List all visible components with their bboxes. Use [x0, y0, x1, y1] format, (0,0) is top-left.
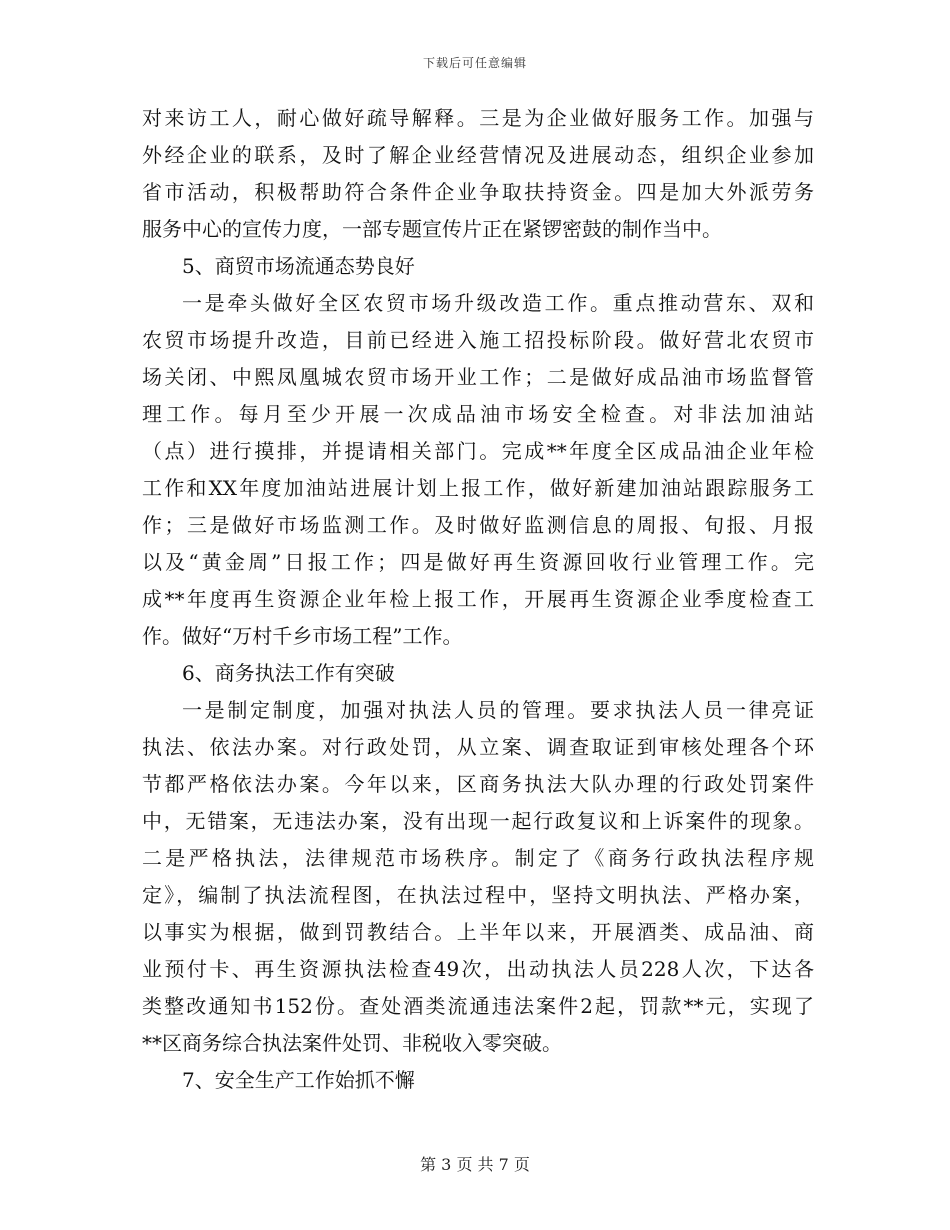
page-header: 下载后可任意编辑: [422, 56, 527, 70]
section-heading: 5、商贸市场流通态势良好: [182, 254, 415, 278]
paragraph-line: 一是制定制度，加强对执法人员的管理。要求执法人员一律亮证: [182, 698, 814, 722]
paragraph-line: 成**年度再生资源企业年检上报工作，开展再生资源企业季度检查工: [142, 587, 814, 611]
paragraph-line: 二是严格执法，法律规范市场秩序。制定了《商务行政执法程序规: [142, 846, 814, 870]
paragraph-line: （点）进行摸排，并提请相关部门。完成**年度全区成品油企业年检: [142, 439, 814, 463]
paragraph-line: 外经企业的联系，及时了解企业经营情况及进展动态，组织企业参加: [142, 143, 814, 167]
paragraph-line: 业预付卡、再生资源执法检查49次，出动执法人员228人次，下达各: [142, 957, 814, 981]
document-body: [142, 100, 814, 1099]
paragraph-line: 服务中心的宣传力度，一部专题宣传片正在紧锣密鼓的制作当中。: [142, 217, 722, 241]
paragraph-line: 定》，编制了执法流程图，在执法过程中，坚持文明执法、严格办案，: [142, 883, 814, 907]
paragraph-line: 执法、依法办案。对行政处罚，从立案、调查取证到审核处理各个环: [142, 735, 814, 759]
paragraph-line: 场关闭、中熙凤凰城农贸市场开业工作；二是做好成品油市场监督管: [142, 365, 814, 389]
section-heading: 7、安全生产工作始抓不懈: [182, 1068, 415, 1092]
paragraph-line: 节都严格依法办案。今年以来，区商务执法大队办理的行政处罚案件: [142, 772, 814, 796]
paragraph-line: 类整改通知书152份。查处酒类流通违法案件2起，罚款**元，实现了: [142, 994, 814, 1018]
paragraph-line: 一是牵头做好全区农贸市场升级改造工作。重点推动营东、双和: [182, 291, 814, 315]
section-heading: 6、商务执法工作有突破: [182, 661, 395, 685]
page-number-footer: 第 3 页 共 7 页: [420, 1155, 530, 1174]
paragraph-line: 工作和XX年度加油站进展计划上报工作，做好新建加油站跟踪服务工: [142, 476, 814, 500]
paragraph-line: 省市活动，积极帮助符合条件企业争取扶持资金。四是加大外派劳务: [142, 180, 814, 204]
paragraph-line: 作；三是做好市场监测工作。及时做好监测信息的周报、旬报、月报: [142, 513, 814, 537]
paragraph-line: 理工作。每月至少开展一次成品油市场安全检查。对非法加油站: [142, 402, 814, 426]
paragraph-line: **区商务综合执法案件处罚、非税收入零突破。: [142, 1031, 562, 1055]
paragraph-line: 以及“黄金周”日报工作；四是做好再生资源回收行业管理工作。完: [142, 550, 814, 574]
paragraph-line: 以事实为根据，做到罚教结合。上半年以来，开展酒类、成品油、商: [142, 920, 814, 944]
paragraph-line: 作。做好“万村千乡市场工程”工作。: [142, 624, 463, 648]
paragraph-line: 中，无错案，无违法办案，没有出现一起行政复议和上诉案件的现象。: [142, 809, 814, 833]
paragraph-line: 农贸市场提升改造，目前已经进入施工招投标阶段。做好营北农贸市: [142, 328, 814, 352]
paragraph-line: 对来访工人，耐心做好疏导解释。三是为企业做好服务工作。加强与: [142, 106, 814, 130]
